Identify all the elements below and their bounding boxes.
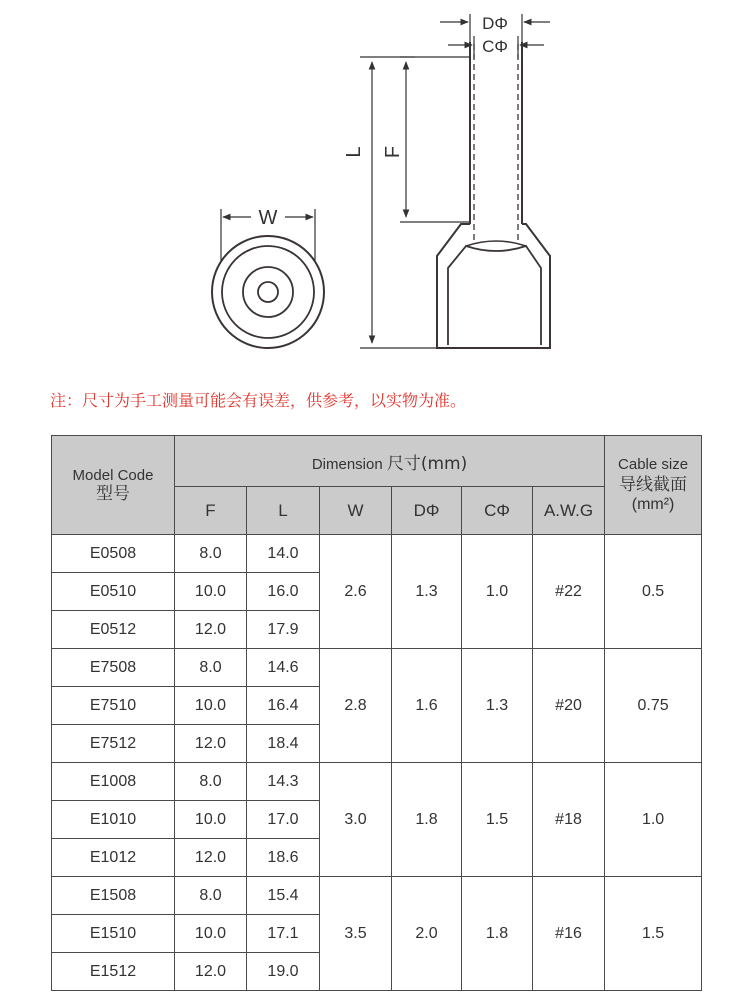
- f-cell: 12.0: [175, 839, 247, 877]
- l-cell: 15.4: [247, 877, 320, 915]
- f-cell: 12.0: [175, 725, 247, 763]
- dimension-en: Dimension: [311, 455, 383, 473]
- f-cell: 10.0: [175, 915, 247, 953]
- f-cell: 10.0: [175, 801, 247, 839]
- l-cell: 16.0: [247, 573, 320, 611]
- d-phi-cell: 1.6: [392, 649, 462, 763]
- col-w-header: W: [320, 487, 392, 535]
- d-phi-label: DΦ: [482, 14, 508, 33]
- f-cell: 12.0: [175, 953, 247, 991]
- col-l-header: L: [247, 487, 320, 535]
- f-cell: 8.0: [175, 763, 247, 801]
- l-cell: 18.6: [247, 839, 320, 877]
- cable-size-unit: (mm²): [631, 496, 675, 513]
- cable-size-cell: 1.5: [605, 877, 702, 991]
- f-cell: 10.0: [175, 687, 247, 725]
- cable-size-en: Cable size: [618, 456, 689, 473]
- w-label: W: [258, 207, 278, 229]
- c-phi-label: CΦ: [482, 37, 508, 56]
- l-cell: 16.4: [247, 687, 320, 725]
- l-label: L: [343, 146, 365, 158]
- l-cell: 18.4: [247, 725, 320, 763]
- model-code-cell: E7508: [52, 649, 175, 687]
- l-cell: 14.0: [247, 535, 320, 573]
- dimension-header: [175, 436, 605, 487]
- c-phi-cell: 1.8: [462, 877, 533, 991]
- model-code-cell: E0512: [52, 611, 175, 649]
- awg-cell: #22: [533, 535, 605, 649]
- f-cell: 8.0: [175, 535, 247, 573]
- l-cell: 14.3: [247, 763, 320, 801]
- l-cell: 14.6: [247, 649, 320, 687]
- model-code-cell: E1012: [52, 839, 175, 877]
- table-body: [52, 535, 702, 991]
- model-code-cell: E7510: [52, 687, 175, 725]
- table-header: [52, 436, 702, 535]
- model-code-en: Model Code: [72, 467, 154, 484]
- col-d-phi-header: DΦ: [392, 487, 462, 535]
- table-row: [52, 763, 702, 801]
- l-cell: 17.9: [247, 611, 320, 649]
- ferrule-side-view: [437, 42, 550, 348]
- model-code-cell: E7512: [52, 725, 175, 763]
- l-cell: 17.0: [247, 801, 320, 839]
- model-code-zh: 型号: [96, 484, 130, 504]
- model-code-header: [52, 436, 175, 535]
- w-cell: 3.5: [320, 877, 392, 991]
- table-row: [52, 649, 702, 687]
- l-dimension-mark: [360, 57, 470, 348]
- dimension-zh: 尺寸(mm): [386, 453, 468, 474]
- c-phi-cell: 1.0: [462, 535, 533, 649]
- awg-cell: #18: [533, 763, 605, 877]
- col-c-phi-header: CΦ: [462, 487, 533, 535]
- w-cell: 3.0: [320, 763, 392, 877]
- l-cell: 17.1: [247, 915, 320, 953]
- cable-size-cell: 0.75: [605, 649, 702, 763]
- d-phi-cell: 1.3: [392, 535, 462, 649]
- f-cell: 8.0: [175, 649, 247, 687]
- model-code-cell: E0508: [52, 535, 175, 573]
- awg-cell: #20: [533, 649, 605, 763]
- cable-size-header: [605, 436, 702, 535]
- f-dimension-mark: [400, 57, 470, 222]
- d-phi-cell: 1.8: [392, 763, 462, 877]
- d-phi-cell: 2.0: [392, 877, 462, 991]
- model-code-cell: E1510: [52, 915, 175, 953]
- cable-size-cell: 1.0: [605, 763, 702, 877]
- f-label: F: [382, 145, 404, 159]
- col-awg-header: A.W.G: [533, 487, 605, 535]
- model-code-cell: E1512: [52, 953, 175, 991]
- table-row: [52, 877, 702, 915]
- awg-cell: #16: [533, 877, 605, 991]
- c-phi-cell: 1.3: [462, 649, 533, 763]
- w-cell: 2.6: [320, 535, 392, 649]
- model-code-cell: E1008: [52, 763, 175, 801]
- model-code-cell: E1010: [52, 801, 175, 839]
- w-cell: 2.8: [320, 649, 392, 763]
- table-row: [52, 535, 702, 573]
- col-f-header: F: [175, 487, 247, 535]
- ferrule-dimension-drawing: [0, 0, 750, 380]
- cable-size-cell: 0.5: [605, 535, 702, 649]
- measurement-note: 注：尺寸为手工测量可能会有误差，供参考，以实物为准。: [50, 391, 467, 410]
- f-cell: 12.0: [175, 611, 247, 649]
- model-code-cell: E1508: [52, 877, 175, 915]
- model-code-cell: E0510: [52, 573, 175, 611]
- ferrule-front-view: [212, 236, 324, 348]
- f-cell: 8.0: [175, 877, 247, 915]
- l-cell: 19.0: [247, 953, 320, 991]
- f-cell: 10.0: [175, 573, 247, 611]
- c-phi-cell: 1.5: [462, 763, 533, 877]
- spec-table: [51, 435, 702, 991]
- cable-size-zh: 导线截面: [619, 475, 688, 495]
